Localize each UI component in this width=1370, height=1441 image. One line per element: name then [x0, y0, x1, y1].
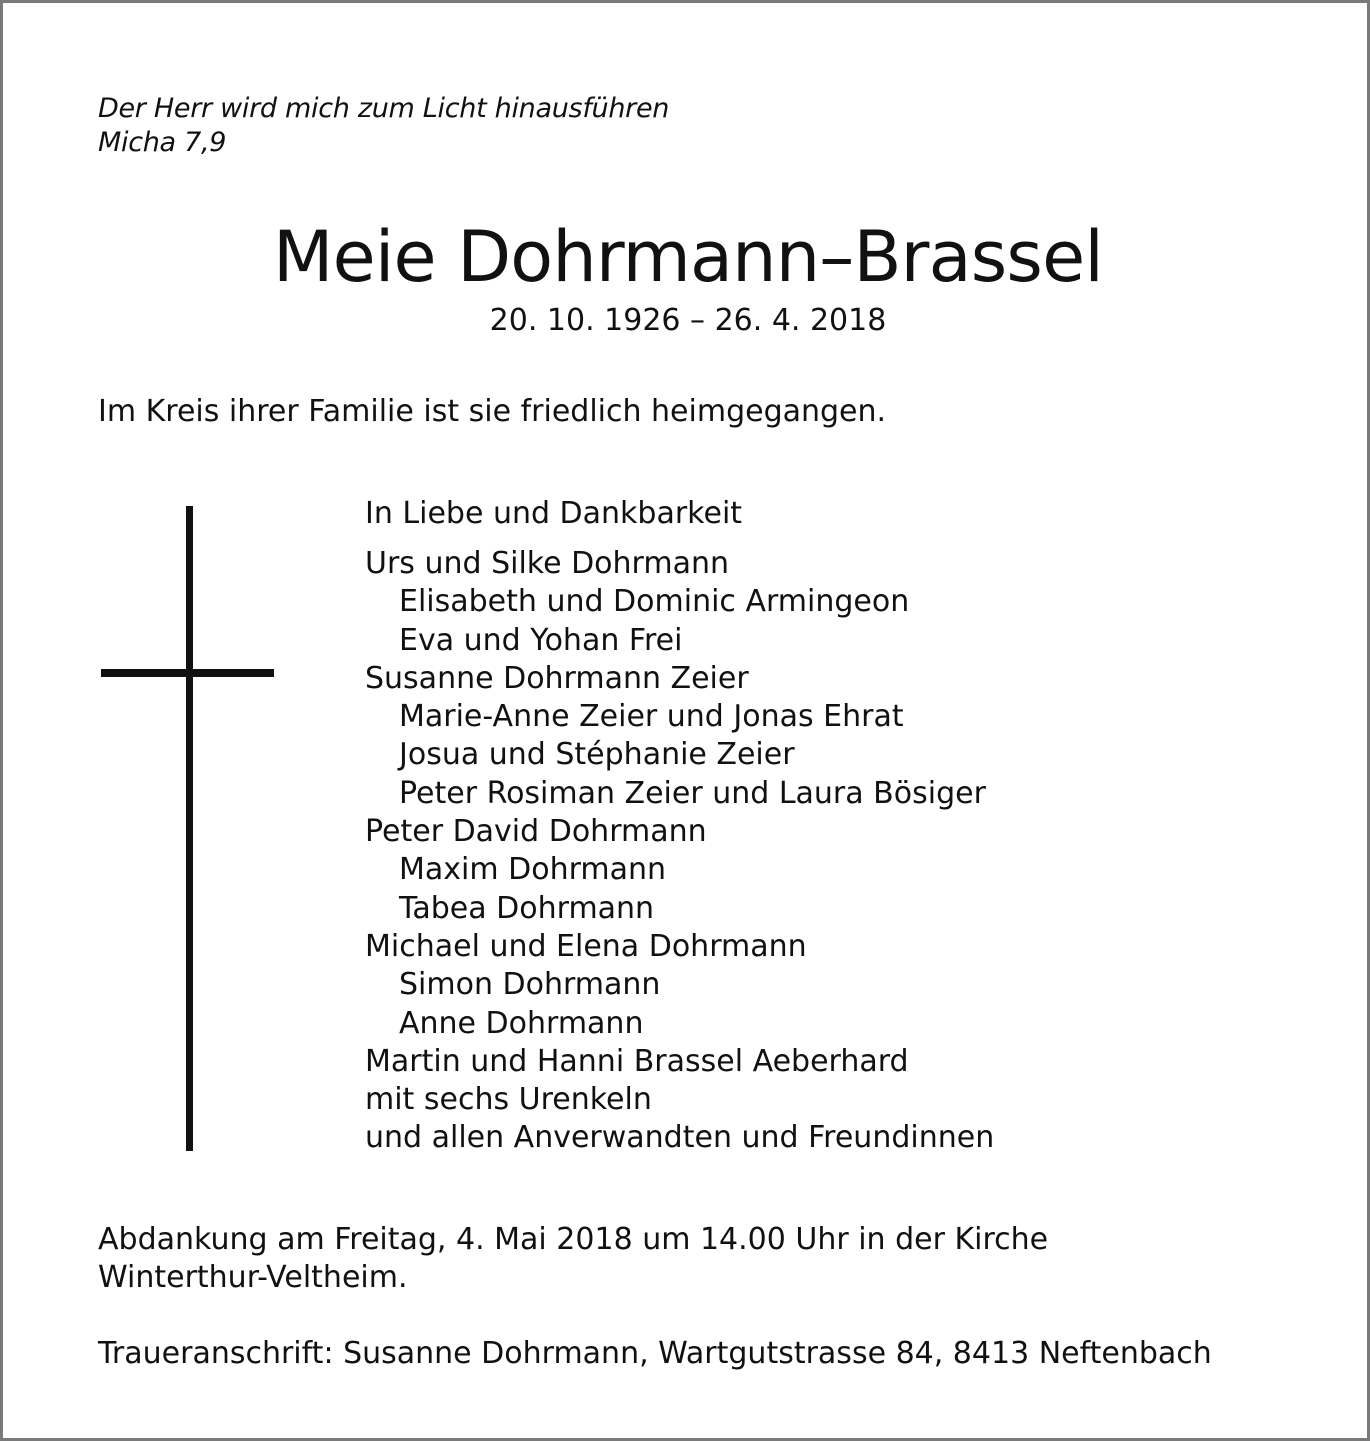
- death-statement: Im Kreis ihrer Familie ist sie friedlich heimgegangen.: [98, 394, 887, 429]
- closing-phrase: In Liebe und Dankbarkeit: [365, 496, 743, 531]
- mourners-block: [365, 494, 994, 1158]
- family-member-line: Marie-Anne Zeier und Jonas Ehrat: [399, 699, 904, 735]
- mourning-address: Traueranschrift: Susanne Dohrmann, Wartgutstrasse 84, 8413 Neftenbach: [98, 1336, 1212, 1371]
- family-member-line: und allen Anverwandten und Freundinnen: [365, 1120, 995, 1156]
- family-member-line: Peter Rosiman Zeier und Laura Bösiger: [399, 775, 986, 811]
- funeral-service-line: Abdankung am Freitag, 4. Mai 2018 um 14.00 Uhr in der Kirche: [98, 1222, 1049, 1257]
- family-member-line: Maxim Dohrmann: [399, 852, 667, 888]
- family-member-line: Peter David Dohrmann: [365, 814, 707, 850]
- family-member-line: Elisabeth und Dominic Armingeon: [399, 584, 910, 620]
- family-list: [365, 545, 994, 1158]
- funeral-service-location: Winterthur-Veltheim.: [98, 1260, 408, 1295]
- family-member-line: Urs und Silke Dohrmann: [365, 546, 729, 581]
- family-member-line: Susanne Dohrmann Zeier: [365, 660, 749, 696]
- family-member-line: mit sechs Urenkeln: [365, 1082, 652, 1118]
- life-dates: 20. 10. 1926 – 26. 4. 2018: [489, 303, 887, 338]
- cross-vertical-bar: [186, 506, 193, 1151]
- cross-horizontal-bar: [101, 669, 274, 677]
- deceased-name: Meie Dohrmann–Brassel: [272, 216, 1104, 298]
- family-member-line: Josua und Stéphanie Zeier: [399, 737, 795, 773]
- family-member-line: Eva und Yohan Frei: [399, 622, 683, 658]
- family-member-line: Simon Dohrmann: [399, 967, 661, 1003]
- family-member-line: Michael und Elena Dohrmann: [365, 928, 807, 964]
- bible-verse: [98, 92, 669, 160]
- funeral-service-info: [98, 1221, 1048, 1297]
- bible-verse-reference: Micha 7,9: [98, 127, 227, 158]
- bible-verse-text: Der Herr wird mich zum Licht hinausführen: [98, 93, 670, 124]
- family-member-line: Tabea Dohrmann: [399, 890, 655, 926]
- family-member-line: Anne Dohrmann: [399, 1005, 644, 1041]
- family-member-line: Martin und Hanni Brassel Aeberhard: [365, 1043, 909, 1079]
